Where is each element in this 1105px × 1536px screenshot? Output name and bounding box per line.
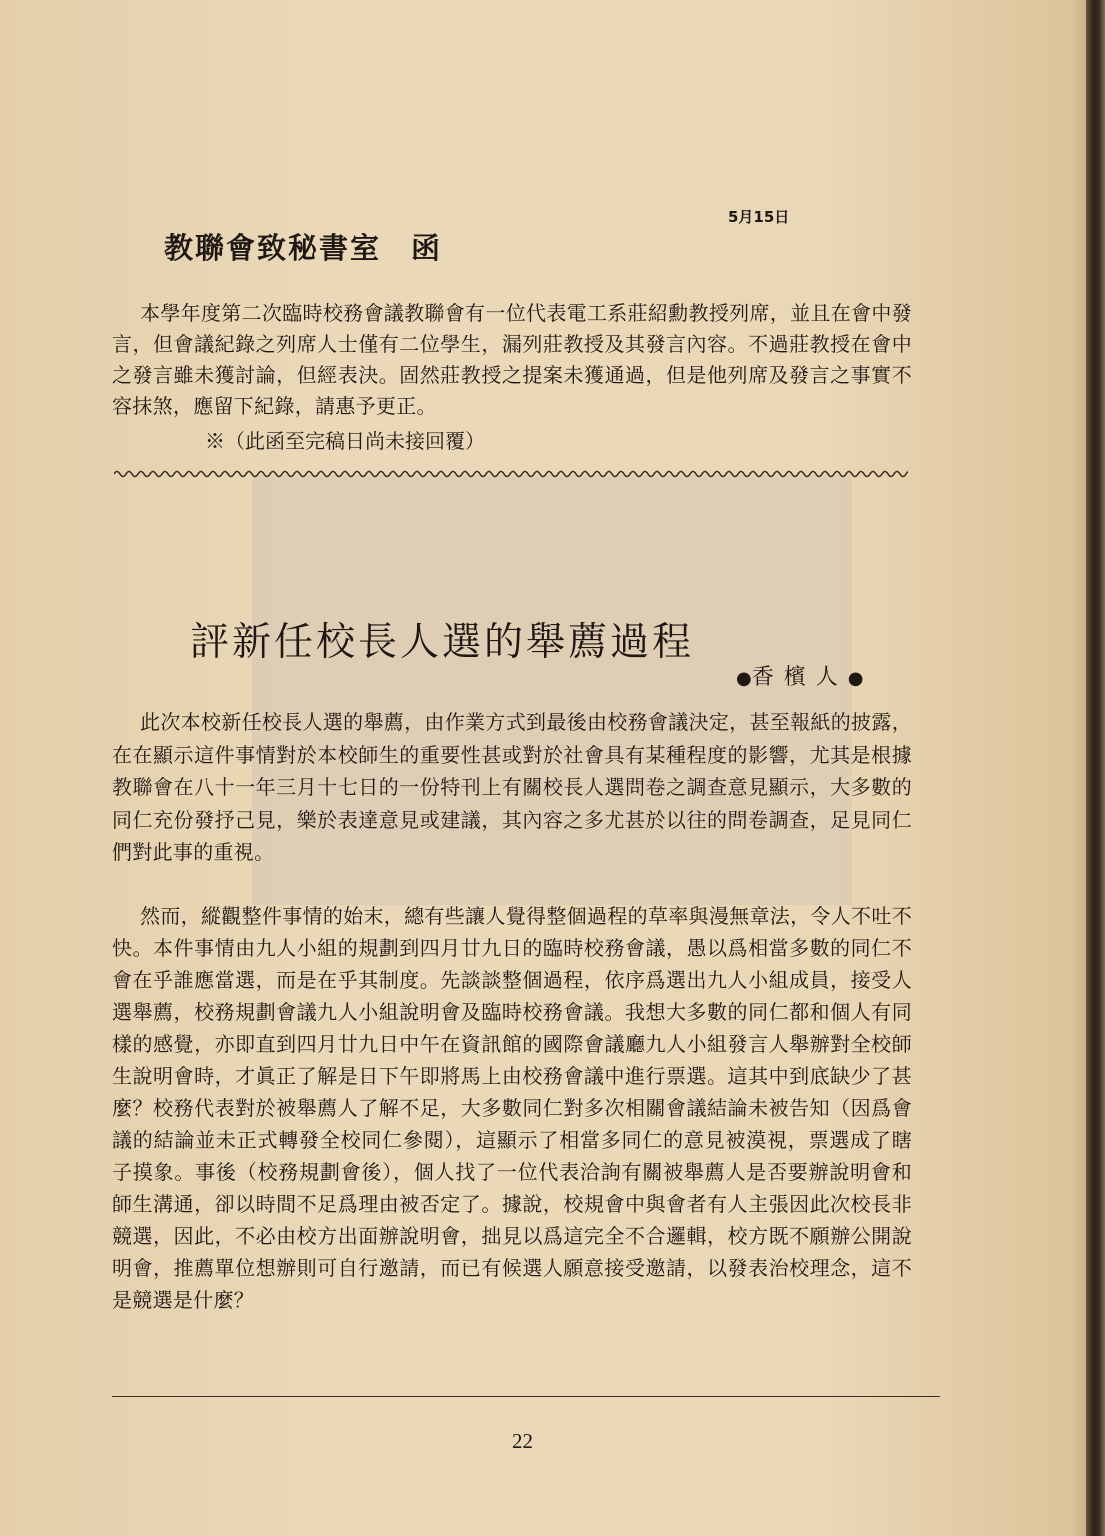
book-spine — [1086, 0, 1105, 1536]
article-title: 評新任校長人選的舉薦過程 — [190, 620, 695, 666]
letter-title-suffix: 函 — [411, 231, 443, 265]
author-name: 香檳人 — [751, 665, 848, 690]
letter-body: 本學年度第二次臨時校務會議教聯會有一位代表電工系莊紹勳教授列席，並且在會中發言，但會議紀錄之列席人士僅有二位學生，漏列莊教授及其發言內容。不過莊教授在會中之發言雖未獲討論，但經表決。固然莊教授之提案未獲通過，但是他列席及發言之事實不容抹煞，應留下紀錄，請惠予更正。 — [112, 301, 912, 418]
letter-title-text: 教聯會致秘書室 — [164, 231, 382, 265]
letter-note: ※（此函至完稿日尚未接回覆） — [205, 429, 485, 453]
footer-rule — [112, 1396, 940, 1397]
article-paragraph-2: 然而，縱觀整件事情的始末，總有些讓人覺得整個過程的草率與漫無章法，令人不吐不快。本件事情由九人小組的規劃到四月廿九日的臨時校務會議，愚以爲相當多數的同仁不會在乎誰應當選，而是在乎其制度。先談談整個過程，依序爲選出九人小組成員，接受人選舉薦，校務規劃會議九人小組說明會及臨時校務會議。我想大多數的同仁都和個人有同樣的感覺，亦即直到四月廿九日中午在資訊館的國際會議廳九人小組發言人舉辦對全校師生說明會時，才眞正了解是日下午即將馬上由校務會議中進行票選。這其中到底缺少了甚麼？校務代表對於被舉薦人了解不足，大多數同仁對多次相關會議結論未被告知（因爲會議的結論並未正式轉發全校同仁參閱），這顯示了相當多同仁的意見被漠視，票選成了瞎子摸象。事後（校務規劃會後），個人找了一位代表洽詢有關被舉薦人是否要辦說明會和師生溝通，卻以時間不足爲理由被否定了。據說，校規會中與會者有人主張因此次校長非競選，因此，不必由校方出面辦說明會，拙見以爲這完全不合邏輯，校方既不願辦公開說明會，推薦單位想辦則可自行邀請，而已有候選人願意接受邀請，以發表治校理念，這不是競選是什麼？ — [112, 904, 912, 1312]
article-paragraph-1: 此次本校新任校長人選的舉薦，由作業方式到最後由校務會議決定，甚至報紙的披露，在在顯示這件事情對於本校師生的重要性甚或對於社會具有某種程度的影響，尤其是根據教聯會在八十一年三月十七日的一份特刊上有關校長人選問卷之調查意見顯示，大多數的同仁充份發抒己見，樂於表達意見或建議，其內容之多尤甚於以往的問卷調查，足見同仁們對此事的重視。 — [112, 710, 912, 864]
wavy-divider — [114, 467, 908, 481]
page-number: 22 — [512, 1429, 533, 1453]
letter-title — [164, 226, 442, 267]
author-marker-right: ● — [847, 668, 864, 689]
letter-date: 5月15日 — [728, 208, 790, 226]
article-author — [736, 660, 863, 691]
author-marker-left: ● — [736, 668, 752, 689]
